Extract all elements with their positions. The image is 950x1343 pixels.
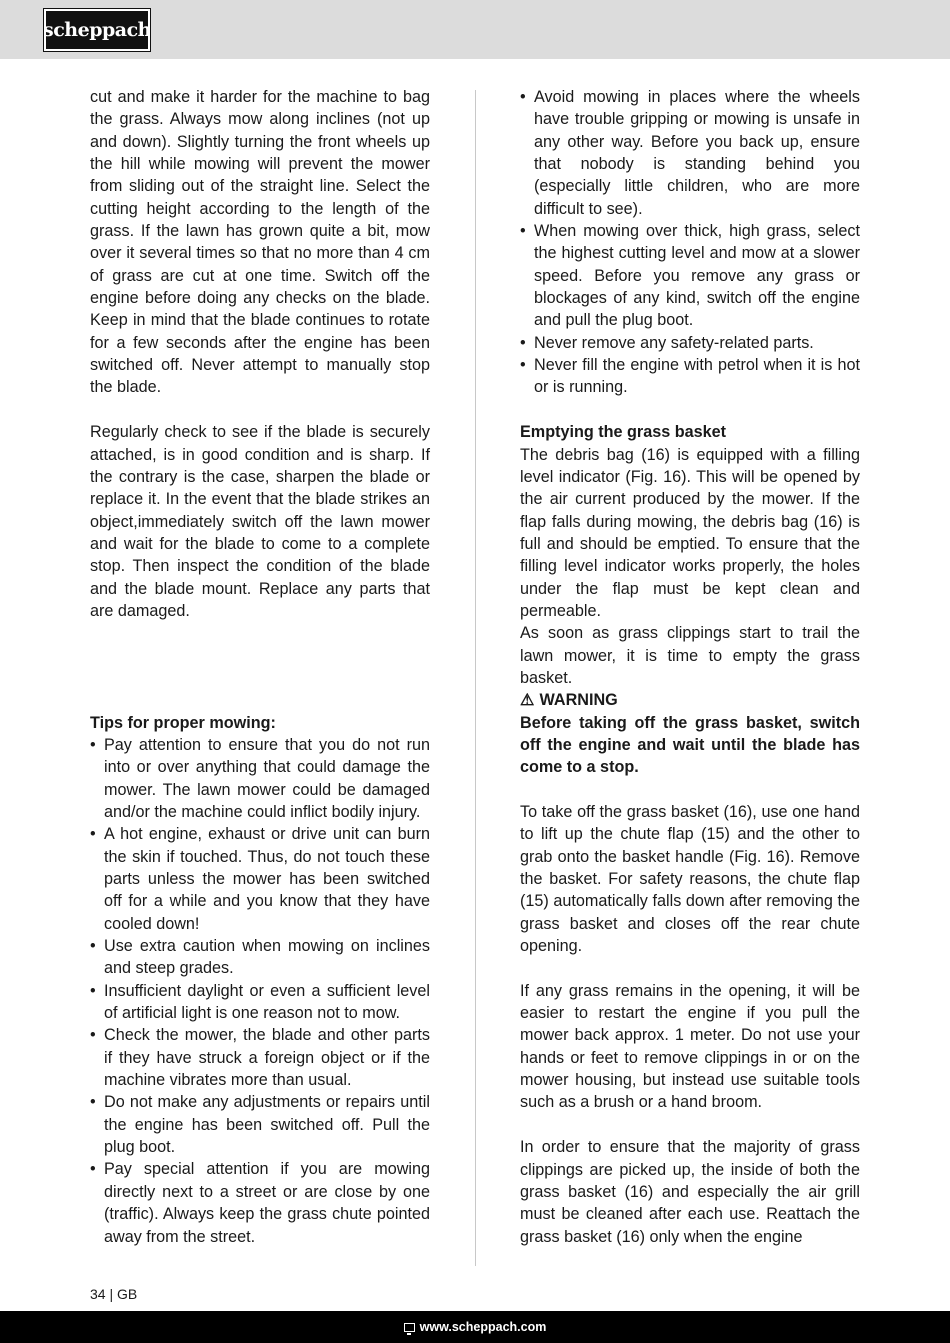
emptying-heading: Emptying the grass basket [520, 423, 727, 442]
safety-item: • When mowing over thick, high grass, select the highest cutting level and mow at a slower speed. Before you remove any grass or blockages of any kind, switch off the engine and pull the plug boot. [520, 220, 860, 332]
safety-item: • Never fill the engine with petrol when it is hot or is running. [520, 354, 860, 399]
tip-item: • Use extra caution when mowing on inclines and steep grades. [90, 935, 430, 980]
spacer [520, 1114, 860, 1136]
tip-item: • A hot engine, exhaust or drive unit can burn the skin if touched. Thus, do not touch these parts unless the mower has been switched off for a while and you know that they have cooled down! [90, 823, 430, 935]
warning-icon: ⚠ [520, 691, 535, 710]
tip-item: • Pay attention to ensure that you do not run into or over anything that could damage the mower. The lawn mower could be damaged and/or the machine could inflict bodily injury. [90, 734, 430, 823]
spacer [520, 779, 860, 801]
spacer [520, 957, 860, 979]
spacer [90, 622, 430, 689]
safety-item: • Avoid mowing in places where the wheels have trouble gripping or mowing is unsafe in any other way. Before you back up, ensure that nobody is standing behind you (especially little children, who are more difficult to see). [520, 86, 860, 220]
website-link[interactable]: www.scheppach.com [419, 1320, 547, 1334]
tip-item: • Do not make any adjustments or repairs until the engine has been switched off. Pull the plug boot. [90, 1091, 430, 1158]
spacer [90, 399, 430, 421]
cleaning-paragraph: In order to ensure that the majority of grass clippings are picked up, the inside of both the grass basket (16) and especially the air grill must be cleaned after each use. Reattach the grass basket (16) only when the engine [520, 1138, 860, 1246]
tip-item: • Check the mower, the blade and other parts if they have struck a foreign object or if the machine vibrates more than usual. [90, 1024, 430, 1091]
warning-text: Before taking off the grass basket, switch off the engine and wait until the blade has come to a stop. [520, 713, 860, 777]
warning-heading [520, 689, 860, 711]
emptying-paragraph-1: The debris bag (16) is equipped with a filling level indicator (Fig. 16). This will be opened by the air current produced by the mower. If the flap falls during mowing, the debris bag (16) is full and should be emptied. To ensure that the filling level indicator works properly, the holes under the flap must be kept clean and permeable. [520, 445, 860, 620]
monitor-icon [404, 1323, 415, 1332]
brand-logo [44, 9, 150, 51]
left-paragraph-2: Regularly check to see if the blade is securely attached, is in good condition and is sharp. If the contrary is the case, sharpen the blade or replace it. In the event that the blade strikes an object,immediately switch off the lawn mower and wait for the blade to come to a complete stop. Then inspect the condition of the blade and the blade mount. Replace any parts that are damaged. [90, 423, 430, 620]
tips-list [90, 734, 430, 1248]
page-number: 34 | GB [90, 1286, 138, 1302]
tip-item: • Insufficient daylight or even a sufficient level of artificial light is one reason not to mow. [90, 980, 430, 1025]
safety-list [520, 86, 860, 399]
safety-item: • Never remove any safety-related parts. [520, 332, 860, 354]
emptying-paragraph-2: As soon as grass clippings start to trail the lawn mower, it is time to empty the grass basket. [520, 624, 860, 687]
left-column [90, 86, 430, 1248]
takeoff-paragraph: To take off the grass basket (16), use one hand to lift up the chute flap (15) and the other to grab onto the basket handle (Fig. 16). Remove the basket. For safety reasons, the chute flap (15) automatically falls down after removing the grass basket and closes off the rear chute opening. [520, 803, 860, 956]
left-paragraph-1: cut and make it harder for the machine to bag the grass. Always mow along inclines (not up and down). Slightly turning the front wheels up the hill while mowing will prevent the mower from sliding out of the straight line. Select the cutting height according to the length of the grass. If the lawn has grown quite a bit, mow over it several times so that no more than 4 cm of grass are cut at one time. Switch off the engine before doing any checks on the blade. Keep in mind that the blade continues to rotate for a few seconds after the engine has been switched off. Never attempt to manually stop the blade. [90, 88, 430, 397]
column-divider [475, 90, 476, 1266]
remains-paragraph: If any grass remains in the opening, it will be easier to restart the engine if you pull the mower back approx. 1 meter. Do not use your hands or feet to remove clippings in or on the mower housing, but instead use suitable tools such as a brush or a hand broom. [520, 981, 860, 1112]
spacer [90, 689, 430, 711]
tips-heading: Tips for proper mowing: [90, 713, 276, 732]
spacer [520, 399, 860, 421]
right-column [520, 86, 860, 1248]
warning-label: WARNING [539, 691, 618, 710]
tip-item: • Pay special attention if you are mowing directly next to a street or are close by one (traffic). Always keep the grass chute pointed away from the street. [90, 1158, 430, 1247]
logo-text: scheppach [43, 19, 151, 41]
footer-bar [0, 1311, 950, 1343]
footer-website[interactable] [404, 1320, 547, 1334]
